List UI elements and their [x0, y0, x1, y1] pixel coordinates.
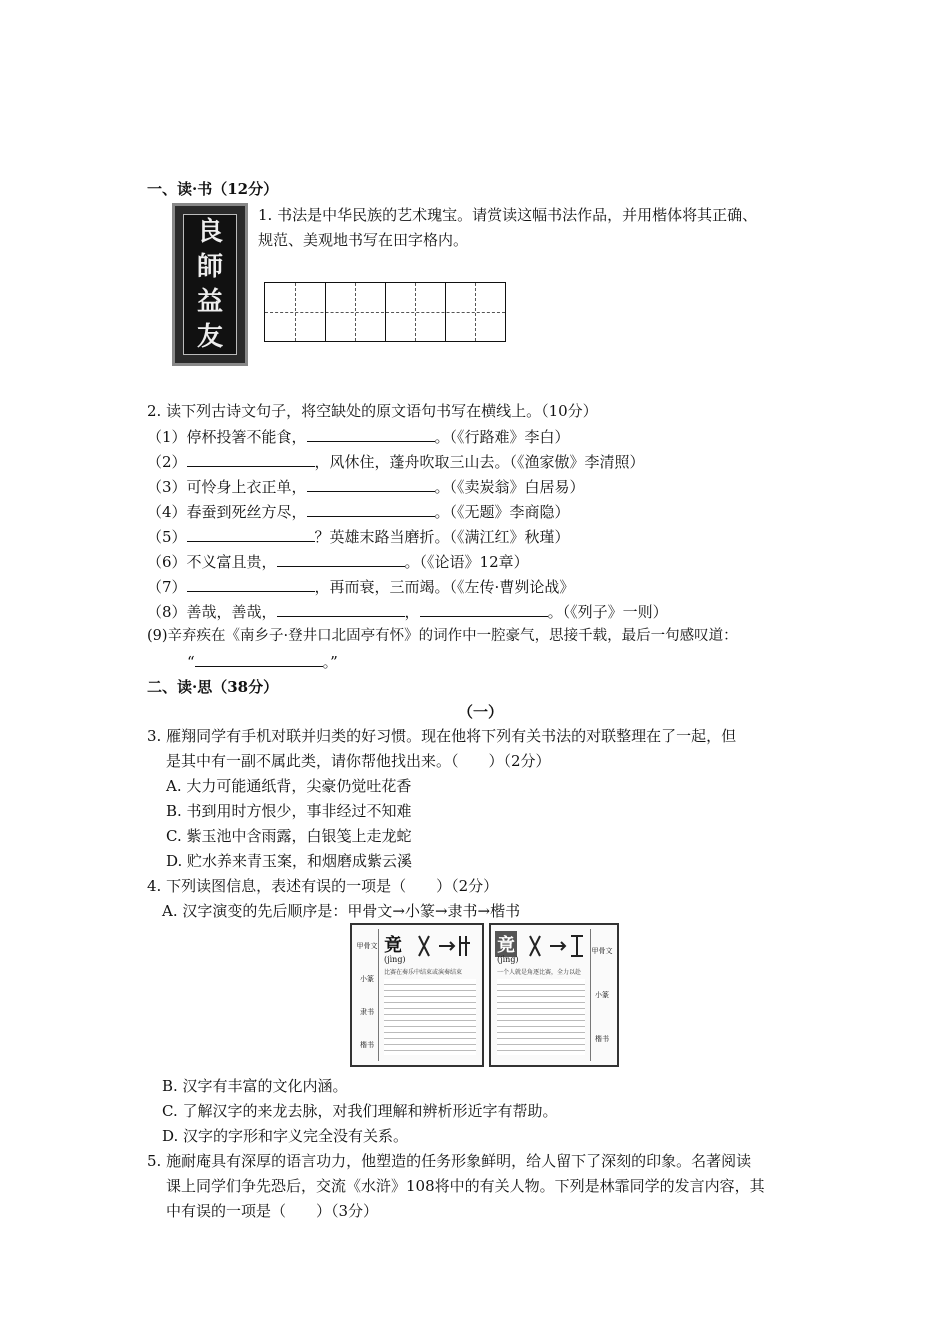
q2-item-text: （8）善哉，善哉，: [147, 603, 277, 621]
calligraphy-char: 友: [196, 321, 223, 352]
calligraphy-image: [172, 203, 248, 366]
figure-char: 竟: [495, 931, 517, 957]
figure-caption: 一个人就是角逐比赛，全力以赴: [497, 969, 582, 976]
answer-blank[interactable]: [195, 651, 323, 667]
calligraphy-char: 良: [196, 217, 223, 248]
script-label: 甲骨文: [591, 947, 613, 955]
q2-item-text: 。（《卖炭翁》白居易）: [434, 478, 585, 496]
figure-pinyin: (jìng): [384, 955, 406, 964]
q2-item-text: 。（《无题》李商隐）: [434, 503, 570, 521]
answer-blank[interactable]: [307, 501, 435, 517]
figure-illustration-icon: [525, 931, 587, 961]
q2-item-text: （5）: [147, 528, 187, 546]
q4-option-b[interactable]: B. 汉字有丰富的文化内涵。: [162, 1077, 348, 1095]
q3-option-a[interactable]: A. 大力可能通纸背，尖豪仍觉吐花香: [166, 777, 412, 795]
q4-option-a[interactable]: A. 汉字演变的先后顺序是：甲骨文→小篆→隶书→楷书: [162, 902, 521, 920]
figure-body-text: [497, 979, 585, 1055]
q3-option-d[interactable]: D. 贮水养来青玉案，和烟磨成紫云溪: [166, 852, 413, 870]
script-label: 隶书: [360, 1007, 374, 1016]
q5-line3: 中有误的一项是（ ）（3分）: [166, 1202, 379, 1220]
q2-item-text: （7）: [147, 578, 187, 596]
figure-illustration-icon: [414, 931, 476, 961]
q1-line1: 1. 书法是中华民族的艺术瑰宝。请赏读这幅书法作品，并用楷体将其正确、: [258, 206, 758, 224]
q2-item-3: [147, 476, 585, 497]
q2-title: 2. 读下列古诗文句子，将空缺处的原文语句书写在横线上。（10分）: [147, 402, 598, 420]
q2-item-text: 。（《行路难》李白）: [434, 428, 570, 446]
figure-pinyin: (jìng): [497, 955, 519, 964]
q4-option-c[interactable]: C. 了解汉字的来龙去脉，对我们理解和辨析形近字有帮助。: [162, 1102, 558, 1120]
answer-blank[interactable]: [307, 476, 435, 492]
q2-item-6: [147, 551, 529, 572]
q2-item-9-answer: [187, 651, 338, 672]
answer-blank[interactable]: [187, 526, 315, 542]
quote-open: “: [187, 653, 195, 671]
figure-char: 竟: [384, 935, 402, 956]
section-title-2: 二、读·思（38分）: [147, 678, 279, 696]
q2-item-text: （3）可怜身上衣正单，: [147, 478, 307, 496]
answer-blank[interactable]: [187, 576, 315, 592]
q2-item-1: [147, 426, 570, 447]
quote-close: 。”: [322, 653, 338, 671]
q1-line2: 规范、美观地书写在田字格内。: [258, 231, 469, 249]
q2-item-text: ？英雄末路当磨折。（《满江红》秋瑾）: [314, 528, 570, 546]
q2-item-9: (9)辛弃疾在《南乡子·登井口北固亭有怀》的词作中一腔豪气，思接千载，最后一句感叹道：: [147, 628, 738, 644]
subsection-title: （一）: [458, 703, 504, 721]
figure-body-text: [384, 979, 476, 1055]
q3-option-b[interactable]: B. 书到用时方恨少，事非经过不知难: [166, 802, 412, 820]
script-label: 楷书: [360, 1040, 374, 1049]
q2-item-text: （2）: [147, 453, 187, 471]
script-label: 小篆: [360, 974, 374, 983]
script-label: 楷书: [595, 1035, 609, 1043]
q4-title: 4. 下列读图信息，表述有误的一项是（ ）（2分）: [147, 877, 499, 895]
q4-option-d[interactable]: D. 汉字的字形和字义完全没有关系。: [162, 1127, 409, 1145]
q2-item-text: 。（《列子》一则）: [547, 603, 668, 621]
character-card-left: [350, 923, 484, 1067]
tianzige-grid[interactable]: [264, 282, 506, 342]
figure-caption: 比赛在奏乐中结束或演奏结束: [384, 969, 463, 976]
script-label: 小篆: [595, 991, 609, 999]
q2-item-2: [147, 451, 645, 472]
answer-blank[interactable]: [277, 601, 405, 617]
calligraphy-char: 益: [196, 286, 223, 317]
q2-item-text: ，: [404, 603, 420, 621]
q2-item-text: ，风休住，蓬舟吹取三山去。（《渔家傲》李清照）: [314, 453, 645, 471]
character-card-right: [489, 923, 619, 1067]
q5-line1: 5. 施耐庵具有深厚的语言功力，他塑造的任务形象鲜明，给人留下了深刻的印象。名著阅读: [147, 1152, 752, 1170]
q2-item-text: ，再而衰，三而竭。（《左传·曹刿论战》: [314, 578, 575, 596]
q2-item-8: [147, 601, 668, 622]
q3-option-c[interactable]: C. 紫玉池中含雨露，白银笺上走龙蛇: [166, 827, 412, 845]
q2-item-7: [147, 576, 574, 597]
section-title-1: 一、读·书（12分）: [147, 180, 279, 198]
script-label: 甲骨文: [356, 941, 378, 950]
q2-item-4: [147, 501, 570, 522]
q5-line2: 课上同学们争先恐后，交流《水浒》108将中的有关人物。下列是林霏同学的发言内容，其: [166, 1177, 765, 1195]
q2-item-text: （1）停杯投箸不能食，: [147, 428, 307, 446]
q2-item-text: （4）春蚕到死丝方尽，: [147, 503, 307, 521]
q2-item-5: [147, 526, 570, 547]
q2-item-text: 。（《论语》12章）: [404, 553, 529, 571]
calligraphy-char: 師: [196, 252, 223, 283]
answer-blank[interactable]: [307, 426, 435, 442]
q2-item-text: （6）不义富且贵，: [147, 553, 277, 571]
q3-line1: 3. 雁翔同学有手机对联并归类的好习惯。现在他将下列有关书法的对联整理在了一起，但: [147, 727, 737, 745]
q3-line2: 是其中有一副不属此类，请你帮他找出来。（ ）（2分）: [166, 752, 551, 770]
answer-blank[interactable]: [277, 551, 405, 567]
answer-blank[interactable]: [187, 451, 315, 467]
answer-blank[interactable]: [420, 601, 548, 617]
